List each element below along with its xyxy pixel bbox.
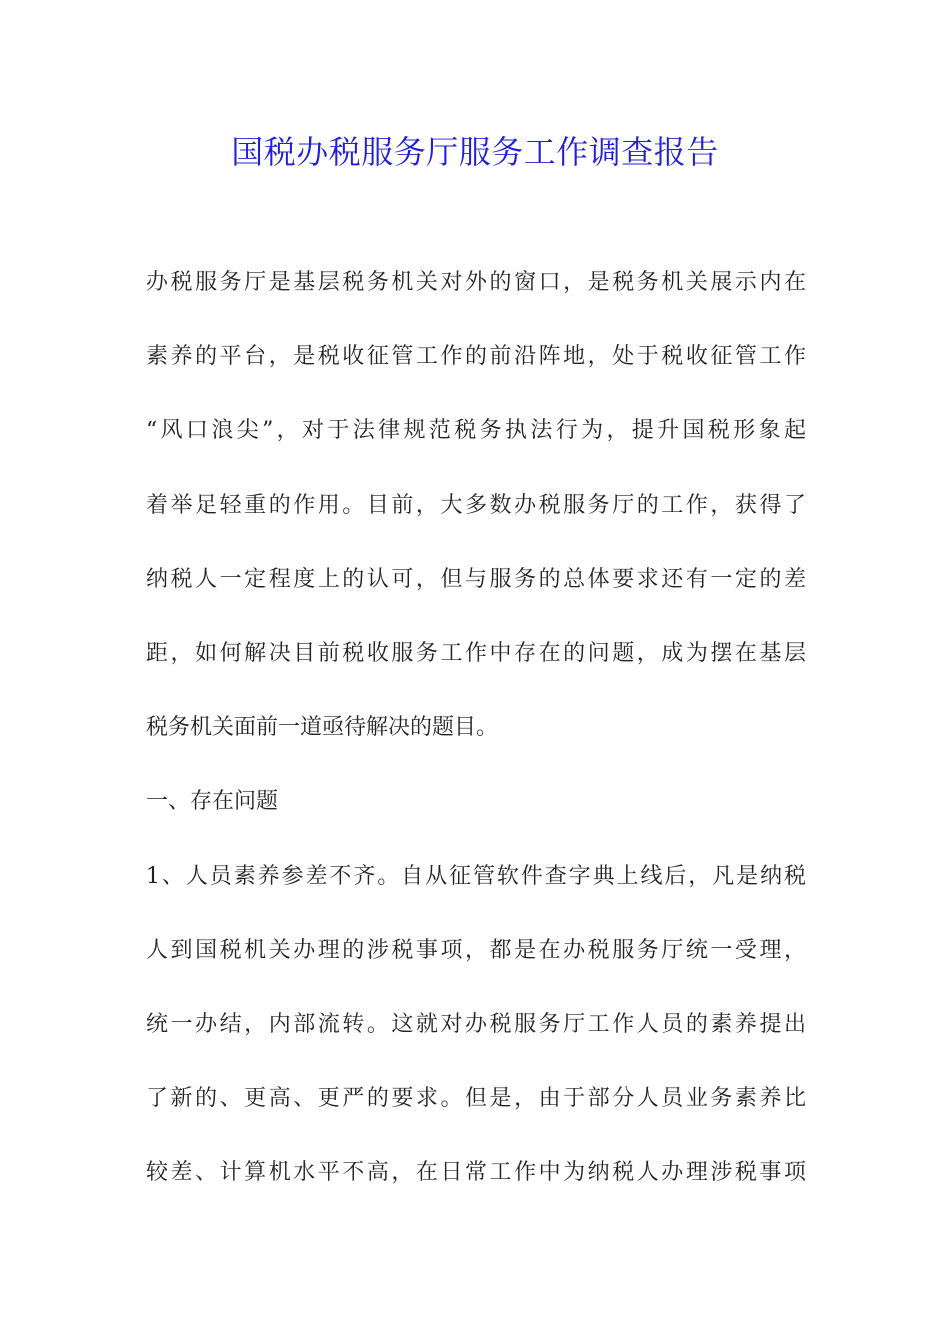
paragraph-line: 税务机关面前一道亟待解决的题目。 [146, 715, 499, 741]
paragraph-line: 较差、计算机水平不高，在日常工作中为纳税人办理涉税事项 [146, 1160, 806, 1186]
paragraph-line: 办税服务厅是基层税务机关对外的窗口，是税务机关展示内在 [146, 270, 806, 295]
document-body [146, 261, 806, 1225]
paragraph-line: 距，如何解决目前税收服务工作中存在的问题，成为摆在基层 [146, 640, 806, 666]
document-title: 国税办税服务厅服务工作调查报告 [231, 133, 719, 171]
section-heading: 一、存在问题 [146, 789, 279, 815]
paragraph-line: 统一办结，内部流转。这就对办税服务厅工作人员的素养提出 [146, 1011, 806, 1037]
paragraph-line: 纳税人一定程度上的认可，但与服务的总体要求还有一定的差 [146, 566, 806, 592]
paragraph-line: 了新的、更高、更严的要求。但是，由于部分人员业务素养比 [146, 1086, 806, 1112]
paragraph-line: 着举足轻重的作用。目前，大多数办税服务厅的工作，获得了 [146, 492, 806, 518]
paragraph-line: 人到国税机关办理的涉税事项，都是在办税服务厅统一受理， [146, 937, 806, 963]
paragraph-line: 1、人员素养参差不齐。自从征管软件查字典上线后，凡是纳税 [146, 863, 806, 889]
paragraph-line: “风口浪尖”，对于法律规范税务执法行为，提升国税形象起 [146, 418, 806, 444]
paragraph-line: 素养的平台，是税收征管工作的前沿阵地，处于税收征管工作 [146, 344, 806, 370]
